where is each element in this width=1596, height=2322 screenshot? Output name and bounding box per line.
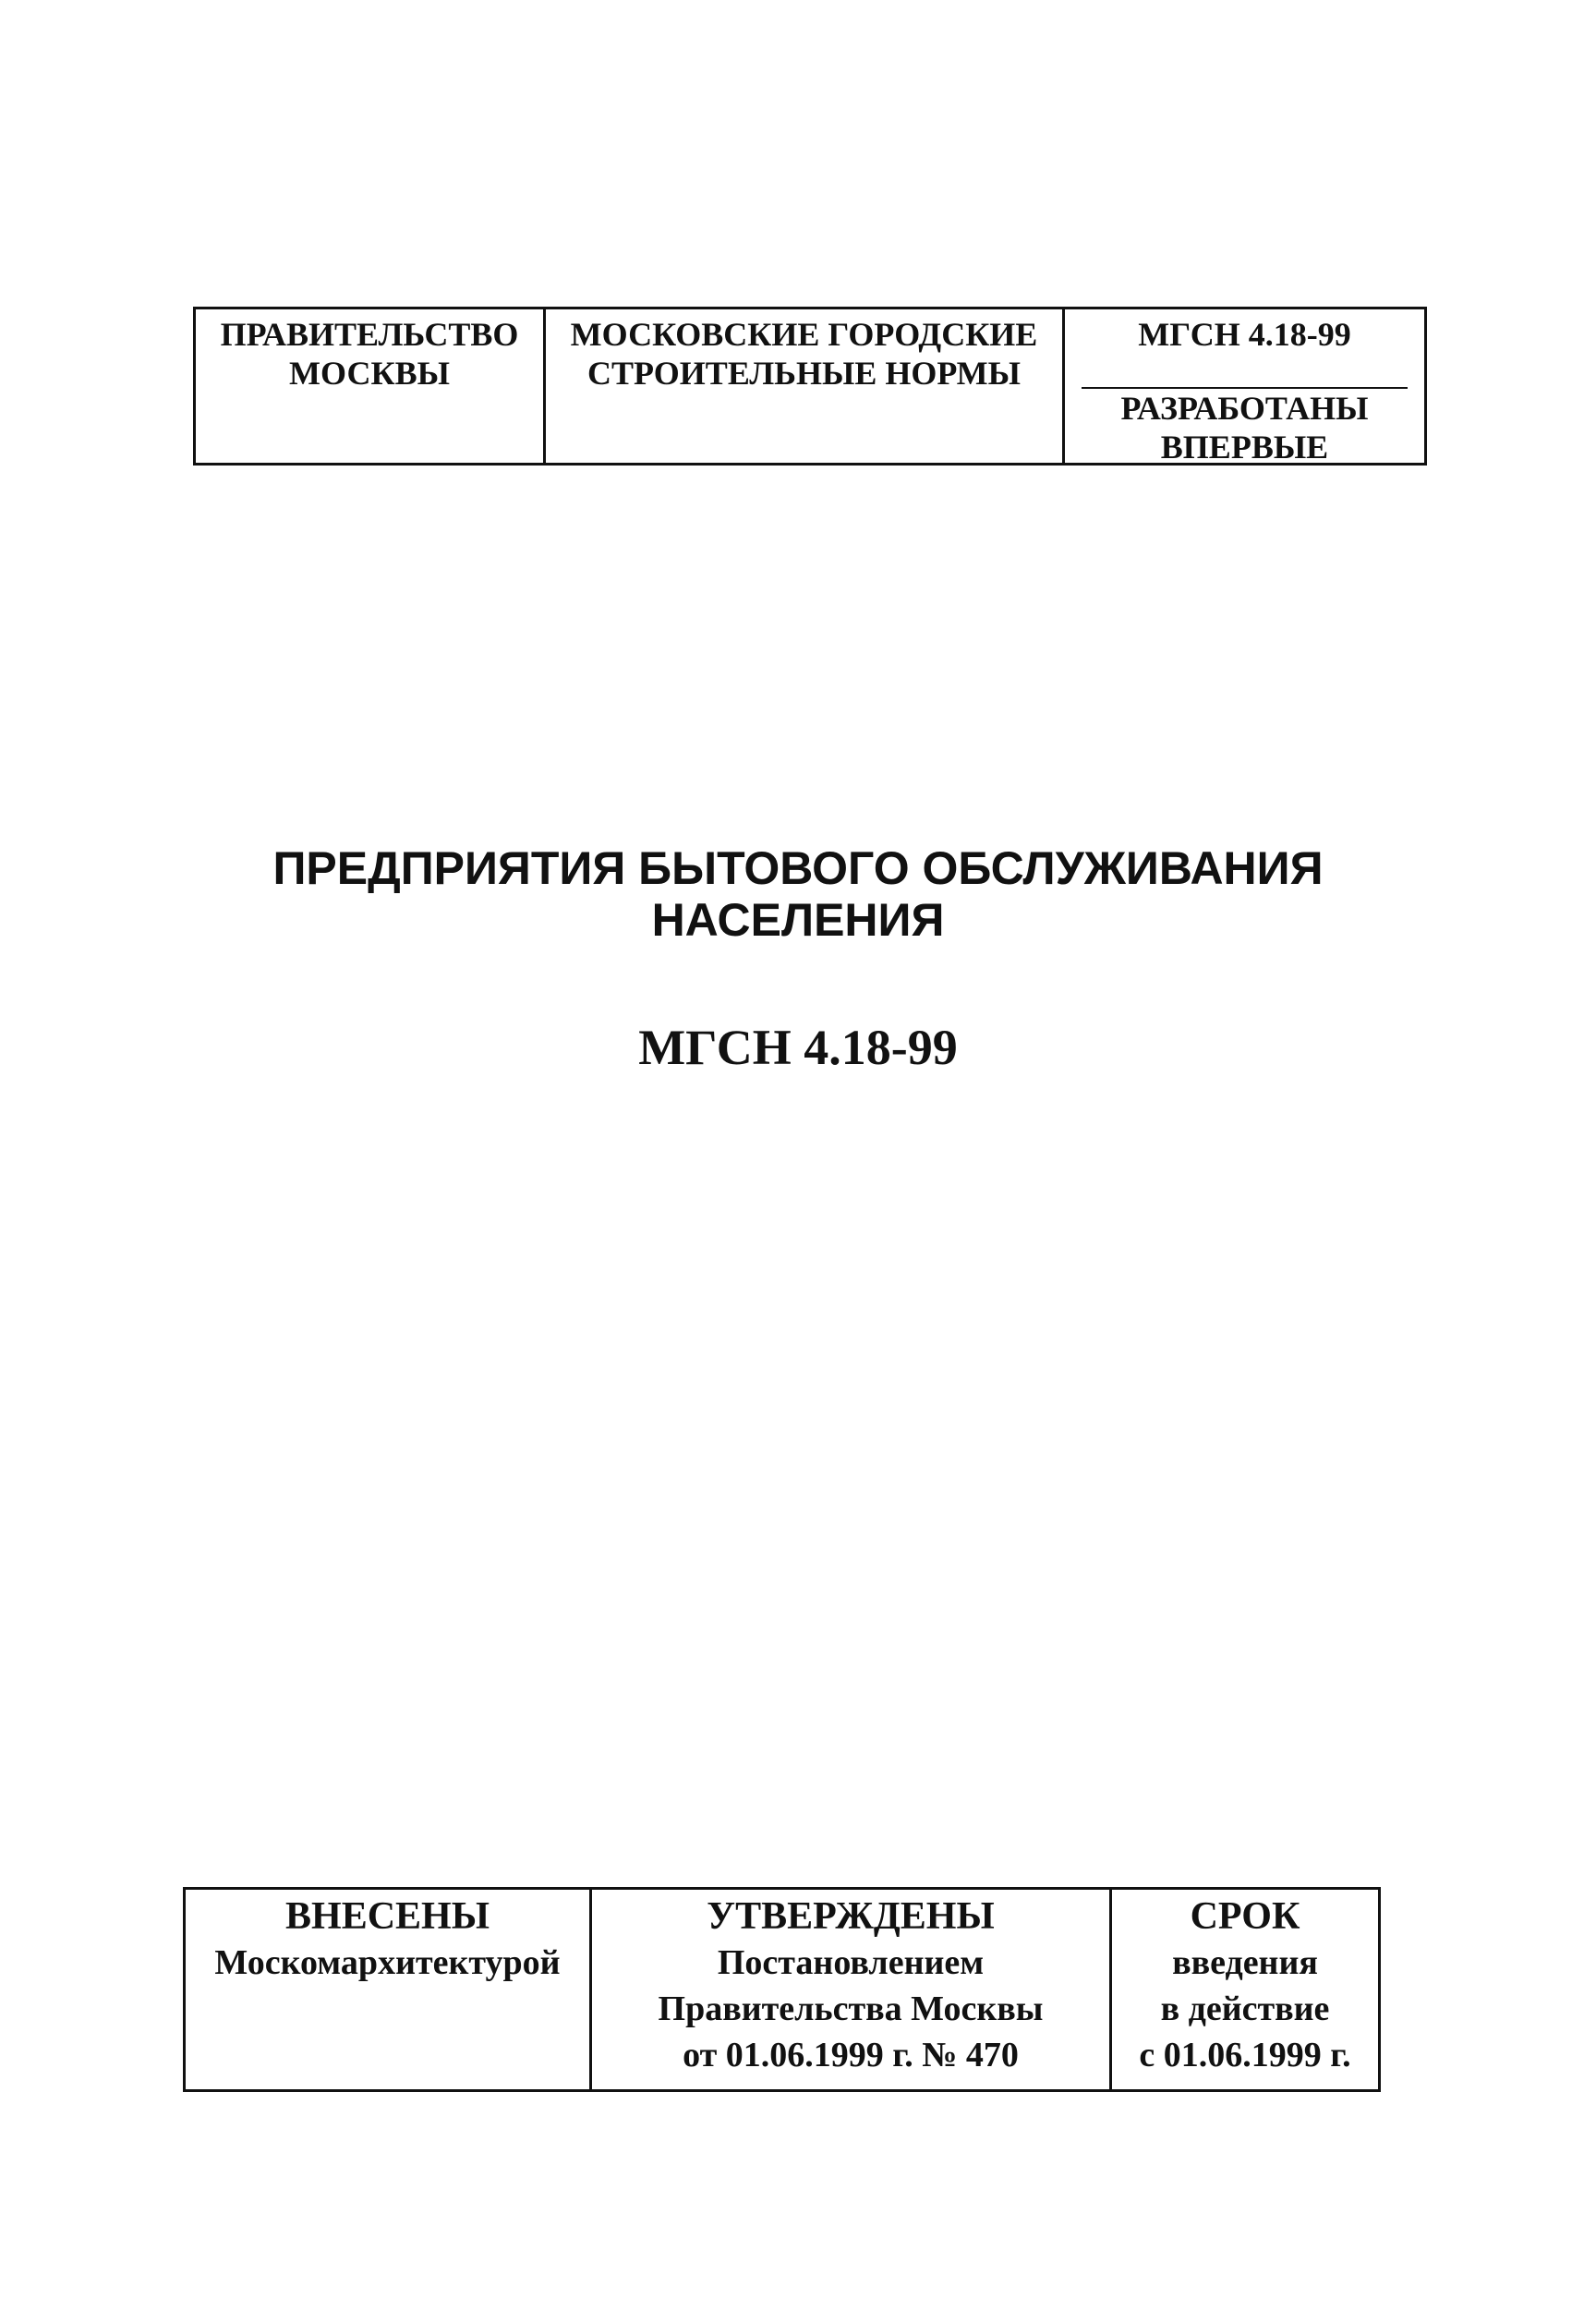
footer-effective-cell xyxy=(1112,1890,1378,2089)
footer-effective-body: введения в действие с 01.06.1999 г. xyxy=(1139,1943,1351,2074)
footer-introduced-cell xyxy=(186,1890,592,2089)
footer-approved-heading: УТВЕРЖДЕНЫ xyxy=(707,1895,995,1938)
footer-table xyxy=(183,1887,1381,2092)
header-authority: ПРАВИТЕЛЬСТВО МОСКВЫ xyxy=(196,309,546,463)
footer-introduced-body: Москомархитектурой xyxy=(214,1943,561,1982)
document-title: ПРЕДПРИЯТИЯ БЫТОВОГО ОБСЛУЖИВАНИЯ НАСЕЛЕНИЯ xyxy=(272,842,1324,946)
footer-introduced-heading: ВНЕСЕНЫ xyxy=(285,1895,490,1938)
header-table xyxy=(193,307,1427,466)
header-code: МГСН 4.18-99 xyxy=(1138,316,1351,353)
footer-approved-body: Постановлением Правительства Москвы от 01.06.1999 г. № 470 xyxy=(658,1943,1044,2074)
header-norms-type: МОСКОВСКИЕ ГОРОДСКИЕ СТРОИТЕЛЬНЫЕ НОРМЫ xyxy=(546,309,1065,463)
header-divider xyxy=(1082,387,1408,389)
footer-effective-heading: СРОК xyxy=(1190,1895,1300,1938)
footer-approved-cell xyxy=(592,1890,1112,2089)
header-status: РАЗРАБОТАНЫ ВПЕРВЫЕ xyxy=(1120,390,1369,466)
header-code-cell xyxy=(1065,309,1424,466)
document-code: МГСН 4.18-99 xyxy=(638,1020,958,1075)
